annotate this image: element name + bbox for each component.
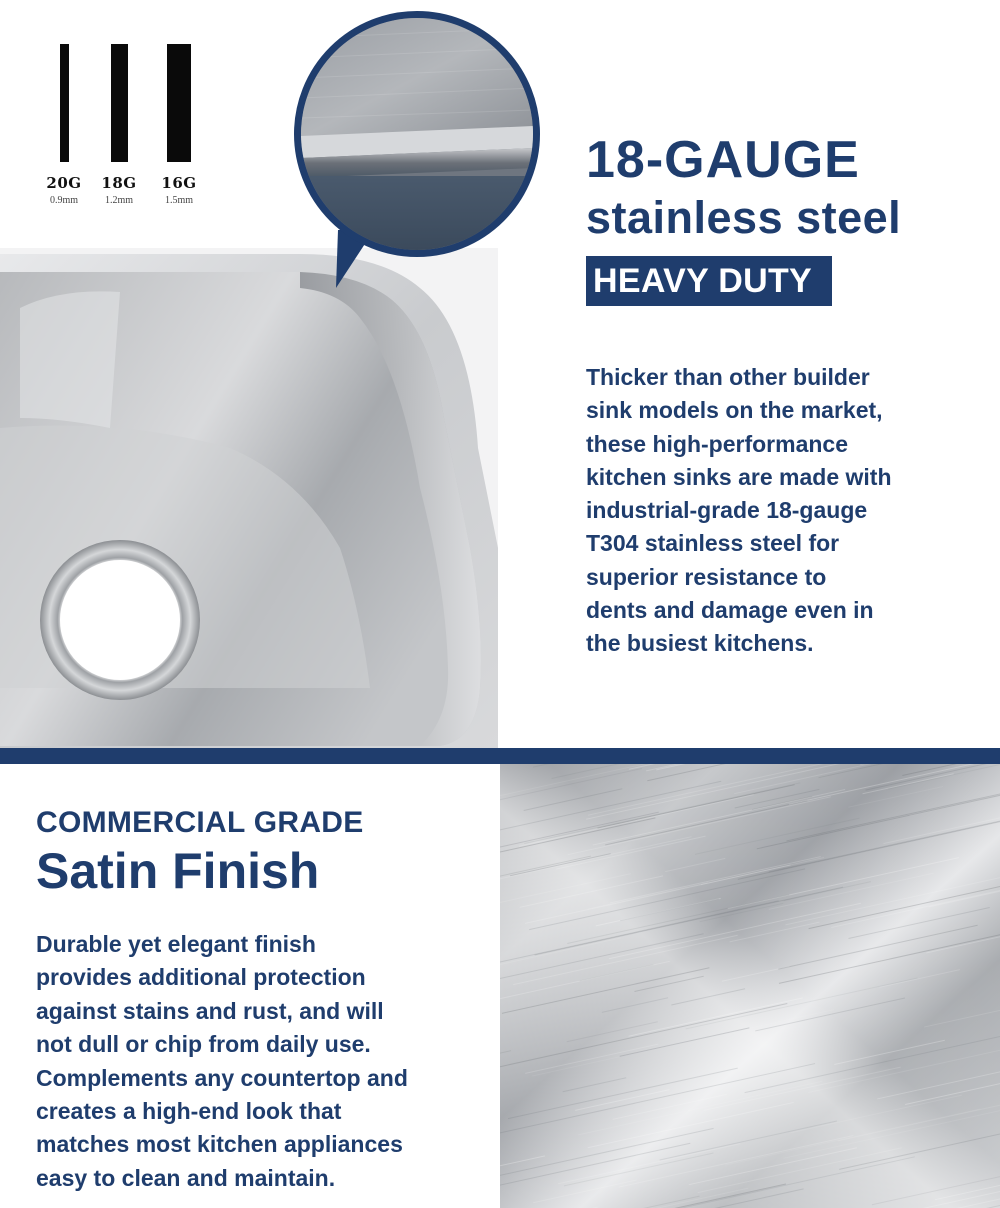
gauge-bar <box>111 44 128 162</box>
finish-description: Durable yet elegant finish provides additional protection against stains and rust, and will not dull or chip from daily use. Complements any countertop and creates a high-end look that matches most kitchen appliances easy to clean and maintain. <box>36 931 408 1191</box>
material-headline: stainless steel <box>586 192 902 243</box>
gauge-thickness: 0.9mm <box>49 195 79 206</box>
magnifier-closeup <box>294 11 540 257</box>
gauge-headline: 18-GAUGE <box>586 131 860 189</box>
sink-basin-image <box>0 248 498 748</box>
finish-headline: Satin Finish <box>36 843 320 899</box>
heavy-duty-badge: HEAVY DUTY <box>586 256 832 306</box>
gauge-18g <box>91 44 147 206</box>
gauge-description: Thicker than other builder sink models on the market, these high-performance kitchen sinks are made with industrial-grade 18-gauge T304 stainless steel for superior resistance to dents and damage even in the busiest kitchens. <box>586 364 892 657</box>
gauge-thickness: 1.2mm <box>104 195 134 206</box>
gauge-bar <box>167 44 191 162</box>
gauge-bar <box>60 44 69 162</box>
gauge-16g <box>151 44 207 206</box>
gauge-20g <box>36 44 92 206</box>
steel-edge-closeup-image <box>301 18 533 250</box>
gauge-label: 20G <box>46 174 82 192</box>
gauge-label: 18G <box>101 174 137 192</box>
gauge-comparison <box>36 44 216 224</box>
section-divider <box>0 748 1000 764</box>
finish-subheading: COMMERCIAL GRADE <box>36 806 364 839</box>
gauge-thickness: 1.5mm <box>164 195 194 206</box>
brushed-steel-texture-image <box>500 764 1000 1208</box>
gauge-label: 16G <box>161 174 197 192</box>
